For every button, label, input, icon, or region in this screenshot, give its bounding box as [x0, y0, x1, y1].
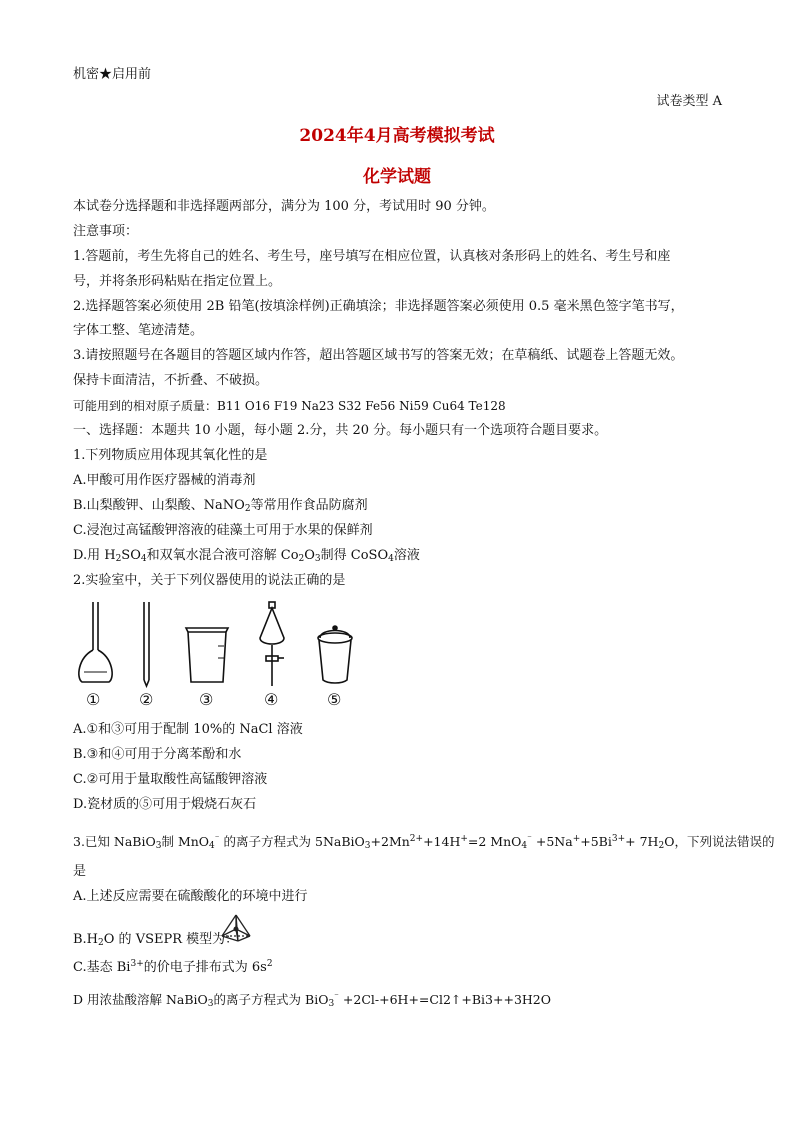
pipette-icon — [144, 602, 149, 686]
exam-title: 2024年4月高考模拟考试 — [299, 126, 495, 146]
note-1a: 1.答题前，考生先将自己的姓名、考生号，座号填写在相应位置，认真核对条形码上的姓名、考生号和座 — [73, 249, 671, 264]
q2-option-a: A.①和③可用于配制 10%的 NaCl 溶液 — [73, 722, 303, 737]
q1-option-c: C.浸泡过高锰酸钾溶液的硅藻土可用于水果的保鲜剂 — [73, 523, 373, 538]
confidential-mark: 机密★启用前 — [73, 67, 152, 82]
q2-option-d: D.瓷材质的⑤可用于煅烧石灰石 — [73, 797, 257, 812]
note-3a: 3.请按照题号在各题目的答题区域内作答，超出答题区域书写的答案无效；在草稿纸、试题卷上答题无效。 — [73, 348, 684, 363]
apparatus-label-5: ⑤ — [327, 690, 342, 709]
q1-option-b: B.山梨酸钾、山梨酸、NaNO$_2$等常用作食品防腐剂 — [73, 498, 368, 514]
note-1b: 号，并将条形码粘贴在指定位置上。 — [73, 274, 282, 289]
apparatus-label-1: ① — [86, 690, 101, 709]
apparatus-label-2: ② — [139, 690, 154, 709]
separatory-funnel-icon — [260, 602, 284, 686]
lab-apparatus-figure — [70, 598, 370, 710]
crucible-icon — [318, 626, 352, 683]
apparatus-label-3: ③ — [199, 690, 214, 709]
note-2b: 字体工整、笔迹清楚。 — [73, 323, 204, 338]
beaker-icon — [186, 628, 228, 682]
q1-option-d: D.用 $H_2SO_4$和双氧水混合液可溶解 $Co_2O_3$制得 CoSO$_4$溶液 — [73, 548, 420, 564]
q3-stem: 3.已知 NaBiO$_3$制 MnO$_4$⁻ 的离子方程式为 $5NaBiO_3+2Mn^{2+}+14H^+=2$ $MnO_4^{^-} +5Na^++5Bi^{3+}+ 7H_2O$，下列说法错误的 — [73, 834, 775, 851]
q1-option-a: A.甲酸可用作医疗器械的消毒剂 — [73, 473, 256, 488]
q2-option-c: C.②可用于量取酸性高锰酸钾溶液 — [73, 772, 268, 787]
q3-option-d: D 用浓盐酸溶解 NaBiO$_3$的离子方程式为 BiO$_3$⁻ +2Cl-+6H+=Cl2↑+Bi3++3H2O — [73, 992, 551, 1009]
section-heading: 一、选择题：本题共 10 小题，每小题 2.分，共 20 分。每小题只有一个选项符合题目要求。 — [73, 423, 608, 438]
q2-stem: 2.实验室中，关于下列仪器使用的说法正确的是 — [73, 573, 346, 588]
note-2a: 2.选择题答案必须使用 2B 铅笔(按填涂样例)正确填涂；非选择题答案必须使用 0.5 毫米黑色签字笔书写， — [73, 299, 684, 314]
volumetric-flask-icon — [79, 602, 112, 682]
notes-label: 注意事项： — [73, 224, 139, 239]
q3-stem-continued: 是 — [73, 864, 87, 879]
q3-option-c: C.基态 $Bi^{3+}$的价电子排布式为 $6s^2$ — [73, 959, 273, 975]
q3-option-a: A.上述反应需要在硫酸酸化的环境中进行 — [73, 889, 308, 904]
paper-type: 试卷类型 A — [656, 94, 722, 109]
exam-subject: 化学试题 — [363, 167, 431, 187]
note-3b: 保持卡面清洁，不折叠、不破损。 — [73, 373, 269, 388]
tetrahedral-vsepr-model-icon — [218, 912, 254, 944]
atomic-masses: 可能用到的相对原子质量：B11 O16 F19 Na23 S32 Fe56 Ni59 Cu64 Te128 — [73, 399, 506, 413]
q2-option-b: B.③和④可用于分离苯酚和水 — [73, 747, 242, 762]
q3-option-b: $B.H_2O$ 的 VSEPR 模型为： — [73, 932, 239, 948]
apparatus-label-4: ④ — [264, 690, 279, 709]
intro-line: 本试卷分选择题和非选择题两部分，满分为 100 分，考试用时 90 分钟。 — [73, 199, 495, 214]
q1-stem: 1.下列物质应用体现其氧化性的是 — [73, 448, 268, 463]
